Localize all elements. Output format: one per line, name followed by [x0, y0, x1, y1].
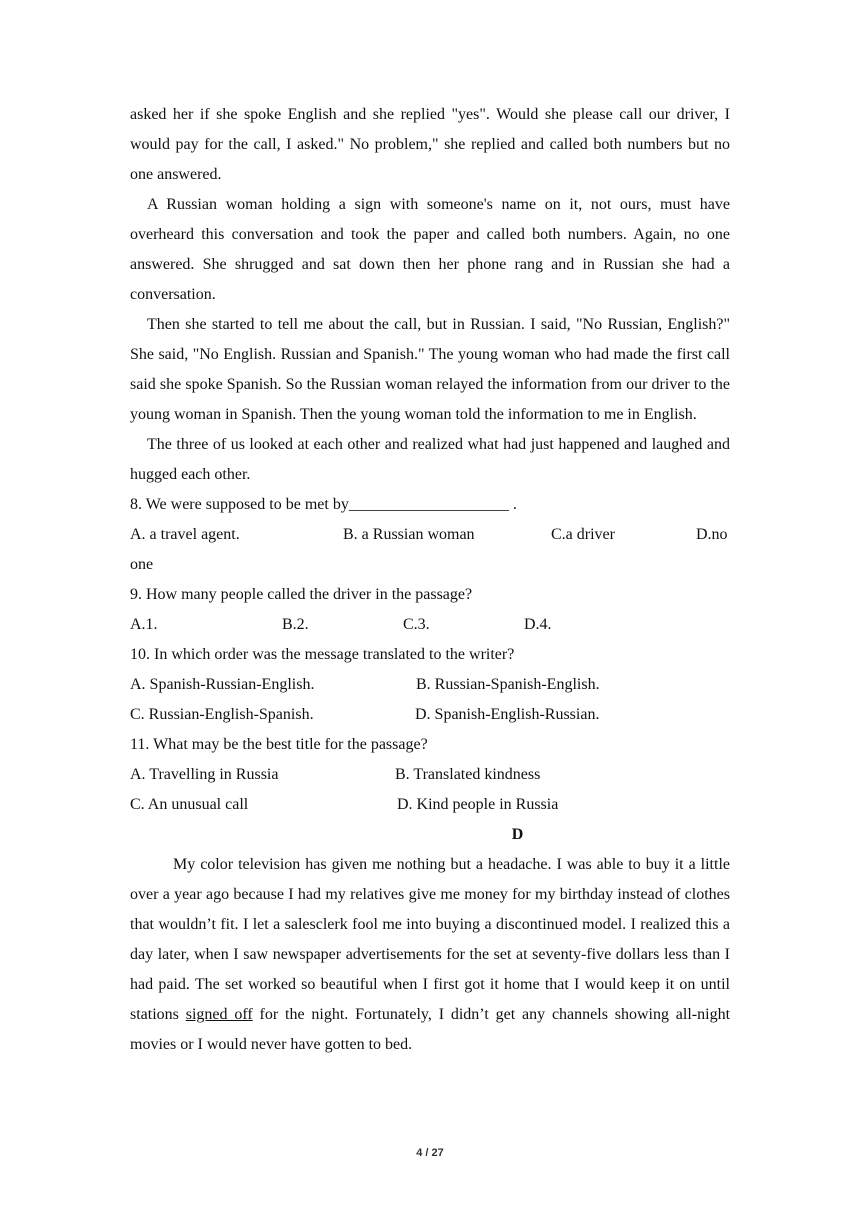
question-8-option-d: D.no — [696, 526, 728, 543]
question-10-option-c: C. Russian-English-Spanish. — [130, 706, 314, 723]
question-11-stem: 11. What may be the best title for the passage? — [130, 736, 428, 753]
question-8-option-d-wrap: one — [130, 556, 154, 573]
question-9-options — [130, 610, 730, 640]
passage-c-paragraph-1: asked her if she spoke English and she replied "yes". Would she please call our driver, I would pay for the call, I asked." No problem," she replied and called both numbers but no one answered. — [130, 106, 730, 183]
section-d-underlined-phrase: signed off — [185, 1006, 253, 1023]
question-8-option-b: B. a Russian woman — [343, 526, 475, 543]
question-8-option-c: C.a driver — [551, 526, 615, 543]
question-10-option-a: A. Spanish-Russian-English. — [130, 676, 315, 693]
question-10-options-ab — [130, 670, 730, 700]
question-8-option-a: A. a travel agent. — [130, 526, 240, 543]
question-10-option-b: B. Russian-Spanish-English. — [416, 676, 600, 693]
question-11-options-ab — [130, 760, 730, 790]
section-d-paragraph-1 — [130, 850, 730, 1060]
question-9-option-b: B.2. — [282, 616, 309, 633]
question-9-option-c: C.3. — [403, 616, 430, 633]
section-d-text-after: for the night. Fortunately, I didn’t get any channels showing all-night movies or I would never have gotten to bed. — [130, 1006, 731, 1053]
question-9-option-d: D.4. — [524, 616, 552, 633]
page-number: 4 / 27 — [416, 1147, 444, 1159]
page-content — [130, 100, 730, 1060]
question-11-option-c: C. An unusual call — [130, 796, 249, 813]
question-11-option-d: D. Kind people in Russia — [397, 796, 559, 813]
question-8-options — [130, 520, 730, 550]
question-10-option-d: D. Spanish-English-Russian. — [415, 706, 600, 723]
passage-c-paragraph-3: Then she started to tell me about the call, but in Russian. I said, "No Russian, English?" She said, "No English. Russian and Spanish." The young woman who had made the first call said she spoke Spanish. So the Russian woman relayed the information from our driver to the young woman in Spanish. Then the young woman told the information to me in English. — [130, 316, 730, 423]
question-10-options-cd — [130, 700, 730, 730]
question-8-stem: 8. We were supposed to be met by____________________ . — [130, 496, 517, 513]
question-10-stem: 10. In which order was the message translated to the writer? — [130, 646, 515, 663]
section-d-text-before: My color television has given me nothing but a headache. I was able to buy it a little over a year ago because I had my relatives give me money for my birthday instead of clothes that wouldn’t fit. I let a salesclerk fool me into buying a discontinued model. I realized this a day later, when I saw newspaper advertisements for the set at seventy-five dollars less than I had paid. The set worked so beautiful when I first got it home that I would keep it on until stations — [130, 856, 730, 1023]
question-11-option-a: A. Travelling in Russia — [130, 766, 279, 783]
question-9-stem: 9. How many people called the driver in the passage? — [130, 586, 473, 603]
passage-c-paragraph-4: The three of us looked at each other and realized what had just happened and laughed and hugged each other. — [130, 436, 730, 483]
passage-c-paragraph-2: A Russian woman holding a sign with someone's name on it, not ours, must have overheard this conversation and took the paper and called both numbers. Again, no one answered. She shrugged and sat down then her phone rang and in Russian she had a conversation. — [130, 196, 730, 303]
question-11-options-cd — [130, 790, 730, 820]
section-d-heading: D — [511, 826, 524, 843]
question-9-option-a: A.1. — [130, 616, 158, 633]
question-11-option-b: B. Translated kindness — [395, 766, 541, 783]
